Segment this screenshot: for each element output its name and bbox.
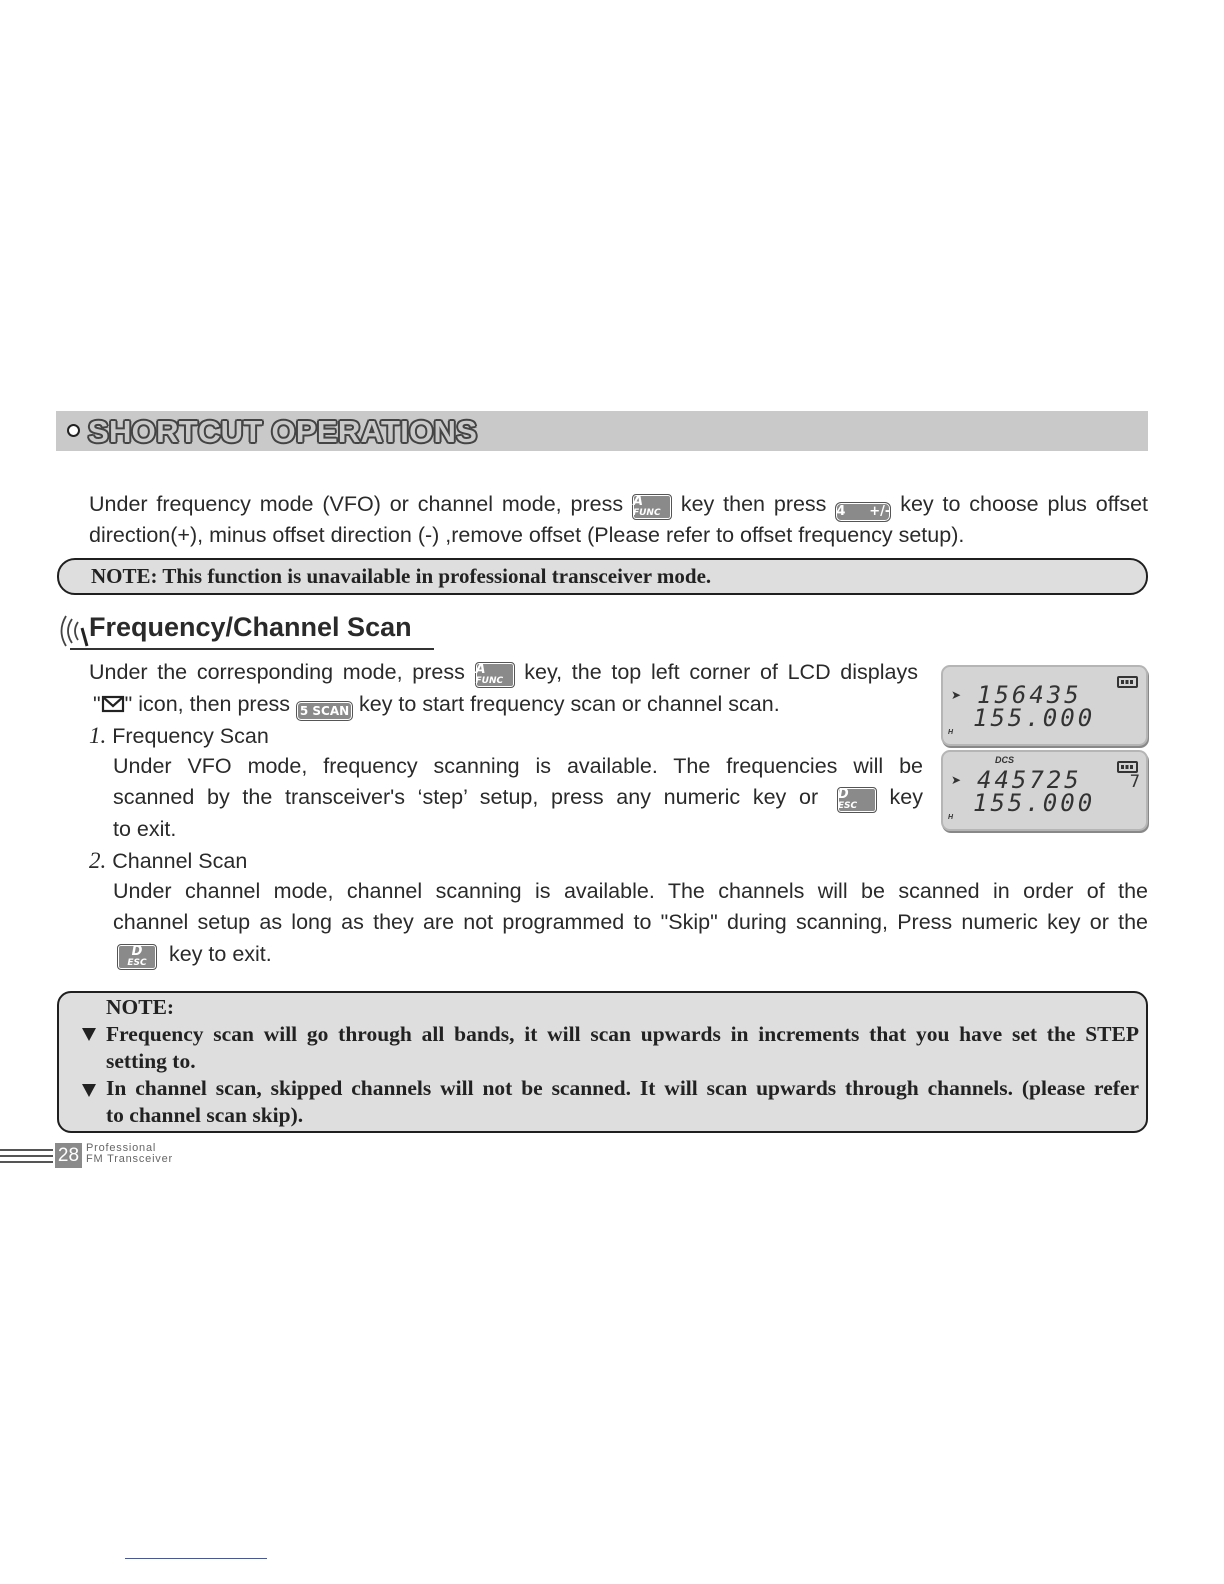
note-box-scan [57,991,1148,1133]
lcd-channel-number: 7 [1129,772,1140,792]
item-channel-scan: 2. Channel Scan [89,848,248,873]
lcd-power-indicator: H [948,814,954,821]
note-bullet-2-line-2: to channel scan skip). [106,1103,304,1127]
note-box-offset [57,558,1148,595]
footer-rule [0,1155,53,1157]
item2-line-1: Under channel mode, channel scanning is available. The channels will be scanned in order of the [113,879,1148,903]
lcd-line-1: 445725 [977,766,1082,794]
footer-rule [0,1149,53,1151]
lcd-display-channel [941,750,1148,831]
battery-icon [1117,676,1138,688]
func-key-icon: A FUNC [475,662,515,688]
footer-rule [0,1161,53,1163]
note-bullet-2-line-1: In channel scan, skipped channels will not be scanned. It will scan upwards through channels. (please refer [106,1076,1139,1100]
arrow-indicator-icon: ➤ [951,773,962,787]
item1-line-3: to exit. [113,817,177,841]
lcd-display-frequency [941,665,1148,746]
intro-text-1: Under frequency mode (VFO) or channel mode, press [89,492,624,516]
intro-text-3: key to choose plus offset [900,492,1148,516]
scan-envelope-icon [101,695,125,713]
section-title: SHORTCUT OPERATIONS [88,414,478,449]
scan-key-icon: 5 SCAN [296,701,353,721]
note-heading: NOTE: [106,995,175,1019]
func-key-icon: A FUNC [632,494,672,520]
intro-text-2: key then press [680,492,827,516]
offset-key-icon: 4 +/- [835,502,891,522]
footer-label: Professional FM Transceiver [86,1142,173,1165]
item1-line-1: Under VFO mode, frequency scanning is available. The frequencies will be [113,754,923,778]
esc-key-icon: D ESC [837,787,877,813]
arrow-indicator-icon: ➤ [951,688,962,702]
intro-line-1 [89,489,1148,522]
lcd-power-indicator: H [948,729,954,736]
page-number: 28 [55,1143,82,1168]
radio-waves-icon [54,612,90,650]
item1-line-2: scanned by the transceiver's ‘step’ setup, press any numeric key or D ESC key [113,785,923,811]
item-frequency-scan: 1. Frequency Scan [89,723,269,748]
item2-line-3: D ESC key to exit. [117,939,272,971]
lcd-dcs-label: DCS [995,755,1015,765]
note-offset-text: NOTE: This function is unavailable in professional transceiver mode. [91,564,712,588]
note-bullet-1-line-1: Frequency scan will go through all bands, it will scan upwards in increments that you have set the STEP [106,1022,1139,1046]
triangle-bullet-icon [82,1084,96,1097]
item2-line-2: channel setup as long as they are not programmed to "Skip" during scanning, Press numeric key or the [113,910,1148,934]
scan-line-1: Under the corresponding mode, press A FUNC key, the top left corner of LCD displays [89,660,918,686]
circle-bullet-icon [67,424,80,437]
triangle-bullet-icon [82,1028,96,1041]
section-header [56,411,1148,451]
note-bullet-1-line-2: setting to. [106,1049,196,1073]
scan-section-title: Frequency/Channel Scan [89,612,412,642]
scan-line-2: " " icon, then press 5 SCAN key to start frequency scan or channel scan. [93,689,923,721]
intro-line-2: direction(+), minus offset direction (-) ,remove offset (Please refer to offset frequency setup). [89,523,965,547]
lcd-line-1: 156435 [977,681,1082,709]
title-underline [70,648,434,650]
lcd-line-2: 155.000 [973,789,1096,817]
lcd-line-2: 155.000 [973,704,1096,732]
bottom-link-rule [125,1558,267,1559]
esc-key-icon: D ESC [117,944,157,970]
